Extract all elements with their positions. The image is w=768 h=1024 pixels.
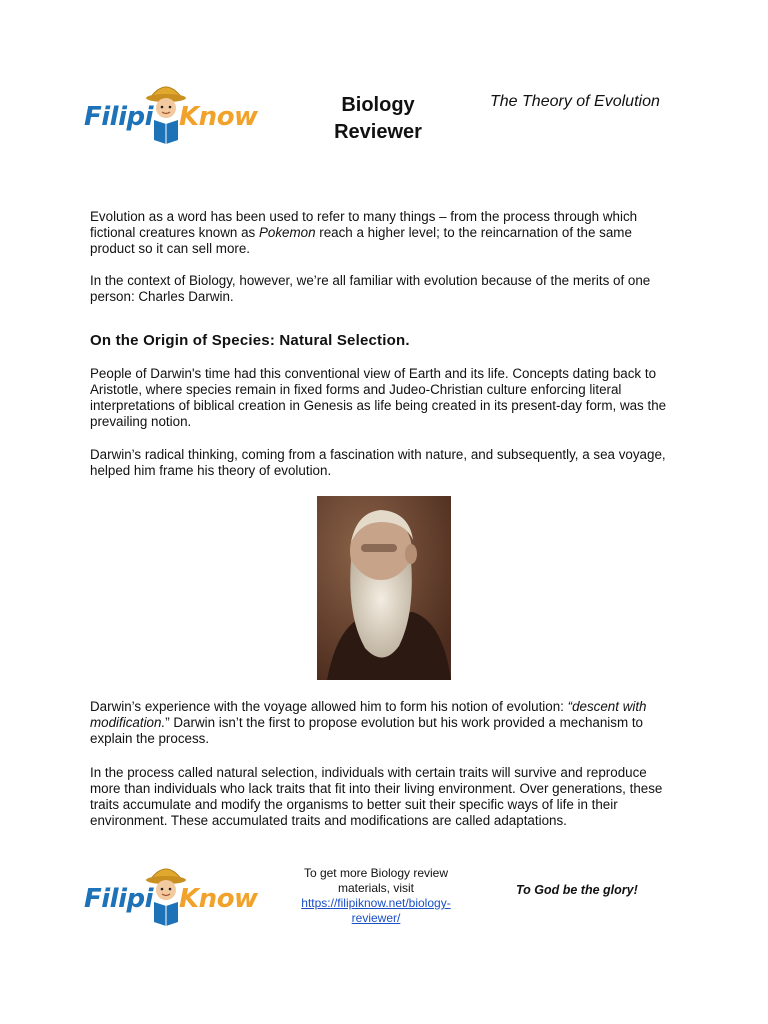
section-paragraph-3: Darwin’s experience with the voyage allowed him to form his notion of evolution: “descent with modification.” Darwin isn’t the first to propose evolution but his work provided a mechanism to explain the process. xyxy=(90,699,647,746)
page-subtitle: The Theory of Evolution xyxy=(490,93,660,110)
section-paragraph-1: People of Darwin's time had this conventional view of Earth and its life. Concepts dating back to Aristotle, where species remain in fixed forms and Judeo-Christian culture enforcing literal interpretations of biblical creation in Genesis as life being created in its present-day form, was the prevailing notion. xyxy=(90,366,667,429)
biology-reviewer-link[interactable]: https://filipiknow.net/biology-reviewer/ xyxy=(301,896,451,925)
darwin-portrait xyxy=(317,496,451,680)
title-line-2: Reviewer xyxy=(334,121,422,143)
title-line-1: Biology xyxy=(341,94,415,116)
page-title xyxy=(318,92,438,146)
footer-note xyxy=(286,866,466,926)
filipiknow-logo-footer: Filipi Know xyxy=(84,862,260,952)
filipiknow-logo: Filipi Know xyxy=(84,80,260,170)
intro-paragraph-1: Evolution as a word has been used to refer to many things – from the process through which fictional creatures known as Pokemon reach a higher level; to the reincarnation of the same product so it can sell more. xyxy=(90,209,638,256)
section-heading: On the Origin of Species: Natural Selection. xyxy=(90,332,410,349)
footer-note-text: To get more Biology review materials, visit xyxy=(303,866,449,895)
section-paragraph-4: In the process called natural selection, individuals with certain traits will survive and reproduce more than individuals who lack traits that fit into their living environment. Over generations, these traits accumulate and modify the organisms to better suit their specific ways of life in their environment. These accumulated traits and modifications are called adaptations. xyxy=(90,765,663,828)
intro-paragraph-2: In the context of Biology, however, we’re all familiar with evolution because of the merits of one person: Charles Darwin. xyxy=(90,273,651,304)
section-paragraph-2: Darwin’s radical thinking, coming from a fascination with nature, and subsequently, a sea voyage, helped him frame his theory of evolution. xyxy=(90,447,666,478)
footer-motto: To God be the glory! xyxy=(516,883,638,897)
